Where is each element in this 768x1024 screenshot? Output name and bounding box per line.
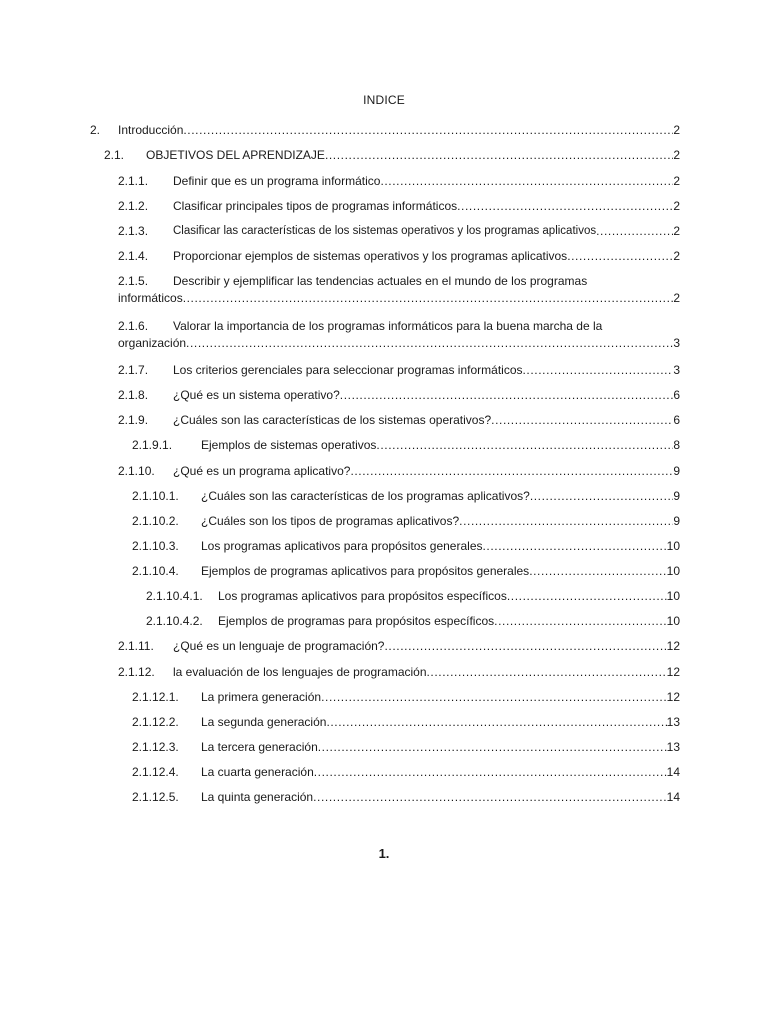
toc-entry-2-1-10-2[interactable] [132,513,680,530]
toc-leader-dots [567,248,673,265]
toc-entry-text: Introducción [118,123,184,137]
section-heading-number: 1. [378,846,390,861]
toc-entry-text: Los criterios gerenciales para seleccionar programas informáticos [173,363,523,377]
toc-entry-text: Clasificar las características de los sistemas operativos y los programas aplicativos [173,225,597,237]
toc-entry-2-1-1[interactable] [118,173,680,190]
toc-page-number: 12 [666,639,680,653]
toc-entry-number: 2.1.3. [118,224,149,238]
toc-leader-dots [376,437,673,454]
toc-entry-number: 2.1.12.4. [132,765,179,779]
toc-entry-text: Definir que es un programa informático [173,174,381,188]
toc-entry-text: La primera generación [201,690,322,704]
toc-page-number: 2 [673,224,680,238]
toc-entry-text: ¿Cuáles son las características de los programas aplicativos? [201,489,530,503]
toc-entry-number: 2.1.10.2. [132,514,179,528]
toc-leader-dots [313,789,667,806]
toc-entry-text: ¿Cuáles son los tipos de programas aplicativos? [201,514,460,528]
toc-entry-text: La cuarta generación [201,765,314,779]
toc-page-number: 13 [666,740,680,754]
toc-entry-2-1-12-5[interactable] [132,789,680,806]
toc-page-number: 2 [673,174,680,188]
toc-entry-number: 2.1.12.2. [132,715,179,729]
toc-entry-2-1-7[interactable] [118,362,680,379]
toc-entry-number: 2.1.6. [118,319,149,333]
toc-entry-number: 2.1.10.1. [132,489,179,503]
toc-entry-text: ¿Qué es un lenguaje de programación? [173,639,385,653]
toc-leader-dots [529,563,666,580]
toc-page-number: 2 [673,148,680,162]
toc-entry-text: la evaluación de los lenguajes de programación [173,665,427,679]
toc-entry-number: 2.1.10.4.2. [146,614,203,628]
toc-page-number: 12 [666,690,680,704]
toc-entry-number: 2.1.4. [118,249,149,263]
toc-leader-dots [483,538,667,555]
toc-entry-2-1-10-4-1[interactable] [146,588,680,605]
toc-title: INDICE [363,93,405,107]
toc-leader-dots [186,335,673,352]
toc-entry-text: Clasificar principales tipos de programas informáticos [173,199,458,213]
toc-page-number: 9 [673,514,680,528]
toc-entry-text: ¿Qué es un sistema operativo? [173,388,340,402]
toc-leader-dots [350,463,673,480]
toc-entry-number: 2.1.10.3. [132,539,179,553]
toc-entry-2-1-10[interactable] [118,463,680,480]
toc-entry-2-1-12-1[interactable] [132,689,680,706]
toc-leader-dots [340,387,674,404]
toc-page-number: 3 [673,336,680,350]
toc-page-number: 13 [666,715,680,729]
toc-entry-2-1-9-1[interactable] [132,437,680,454]
toc-entry-number: 2.1.7. [118,363,149,377]
toc-leader-dots [427,664,667,681]
toc-page-number: 10 [666,539,680,553]
toc-entry-text: OBJETIVOS DEL APRENDIZAJE [146,148,325,162]
toc-entry-number: 2.1.11. [118,639,154,653]
toc-entry-2-1-10-1[interactable] [132,488,680,505]
toc-entry-2-1-8[interactable] [118,387,680,404]
toc-entry-text: ¿Qué es un programa aplicativo? [173,464,351,478]
toc-entry-2-1-3[interactable] [118,223,680,240]
toc-entry-number: 2.1.12. [118,665,155,679]
toc-entry-2-1-10-4-2[interactable] [146,613,680,630]
toc-entry-text: La tercera generación [201,740,318,754]
toc-page-number: 10 [666,564,680,578]
toc-leader-dots [183,290,674,307]
toc-entry-number: 2.1.5. [118,274,149,288]
toc-entry-2-1-12[interactable] [118,664,680,681]
toc-entry-number: 2.1.1. [118,174,149,188]
toc-entry-number: 2.1.10.4.1. [146,589,203,603]
toc-leader-dots [314,764,667,781]
toc-leader-dots [380,173,673,190]
toc-entry-2-1-2[interactable] [118,198,680,215]
toc-entry-2-1-9[interactable] [118,412,680,429]
toc-page-number: 3 [673,363,680,377]
toc-entry-objetivos[interactable] [104,147,680,164]
toc-entry-text: Valorar la importancia de los programas informáticos para la buena marcha de la [173,319,603,333]
toc-leader-dots [326,714,666,731]
toc-entry-text: La quinta generación [201,790,314,804]
toc-entry-number: 2.1.10.4. [132,564,179,578]
toc-entry-2-1-4[interactable] [118,248,680,265]
toc-entry-2-1-5[interactable] [118,273,680,307]
toc-page-number: 2 [673,291,680,305]
toc-leader-dots [321,689,667,706]
toc-entry-number: 2.1.12.3. [132,740,179,754]
toc-page-number: 10 [666,589,680,603]
toc-page-number: 9 [673,489,680,503]
toc-entry-2-1-12-4[interactable] [132,764,680,781]
toc-leader-dots [491,412,673,429]
toc-entry-number: 2.1.2. [118,199,149,213]
toc-entry-text: Describir y ejemplificar las tendencias actuales en el mundo de los programas [173,274,588,288]
toc-entry-2-1-11[interactable] [118,638,680,655]
toc-leader-dots [530,488,674,505]
toc-page-number: 9 [673,464,680,478]
toc-page-number: 12 [666,665,680,679]
toc-page-number: 2 [673,123,680,137]
toc-entry-2-1-12-3[interactable] [132,739,680,756]
toc-entry-number: 2.1.8. [118,388,149,402]
toc-leader-dots [457,198,673,215]
toc-entry-2-1-12-2[interactable] [132,714,680,731]
toc-page-number: 10 [666,614,680,628]
toc-page-number: 14 [666,790,680,804]
toc-leader-dots [325,147,673,164]
toc-entry-2-1-10-3[interactable] [132,538,680,555]
toc-entry-text: Proporcionar ejemplos de sistemas operativos y los programas aplicativos [173,249,568,263]
toc-leader-dots [507,588,667,605]
toc-entry-text-continued: informáticos [118,291,183,305]
toc-page-number: 6 [673,413,680,427]
toc-entry-number: 2. [90,123,101,137]
toc-leader-dots [459,513,673,530]
toc-entry-text: Ejemplos de programas aplicativos para propósitos generales [201,564,530,578]
toc-entry-number: 2.1.10. [118,464,155,478]
toc-page-number: 2 [673,249,680,263]
toc-leader-dots [523,362,674,379]
toc-leader-dots [318,739,667,756]
toc-page-number: 14 [666,765,680,779]
toc-entry-introduccion[interactable] [90,122,680,139]
toc-page-number: 2 [673,199,680,213]
toc-entry-number: 2.1.9. [118,413,149,427]
toc-entry-text: Ejemplos de sistemas operativos [201,438,377,452]
toc-entry-text: La segunda generación [201,715,327,729]
toc-leader-dots [183,122,673,139]
toc-leader-dots [494,613,667,630]
toc-entry-2-1-10-4[interactable] [132,563,680,580]
toc-leader-dots [596,223,673,240]
toc-entry-text: Los programas aplicativos para propósitos específicos [218,589,507,603]
toc-entry-text: Los programas aplicativos para propósitos generales [201,539,483,553]
toc-entry-number: 2.1.12.1. [132,690,179,704]
toc-leader-dots [384,638,666,655]
toc-entry-number: 2.1. [104,148,125,162]
toc-page-number: 8 [673,438,680,452]
toc-entry-number: 2.1.9.1. [132,438,173,452]
toc-entry-text-continued: organización [118,336,187,350]
toc-entry-2-1-6[interactable] [118,318,680,352]
toc-entry-number: 2.1.12.5. [132,790,179,804]
toc-entry-text: Ejemplos de programas para propósitos específicos [218,614,495,628]
toc-entry-text: ¿Cuáles son las características de los sistemas operativos? [173,413,492,427]
toc-page-number: 6 [673,388,680,402]
